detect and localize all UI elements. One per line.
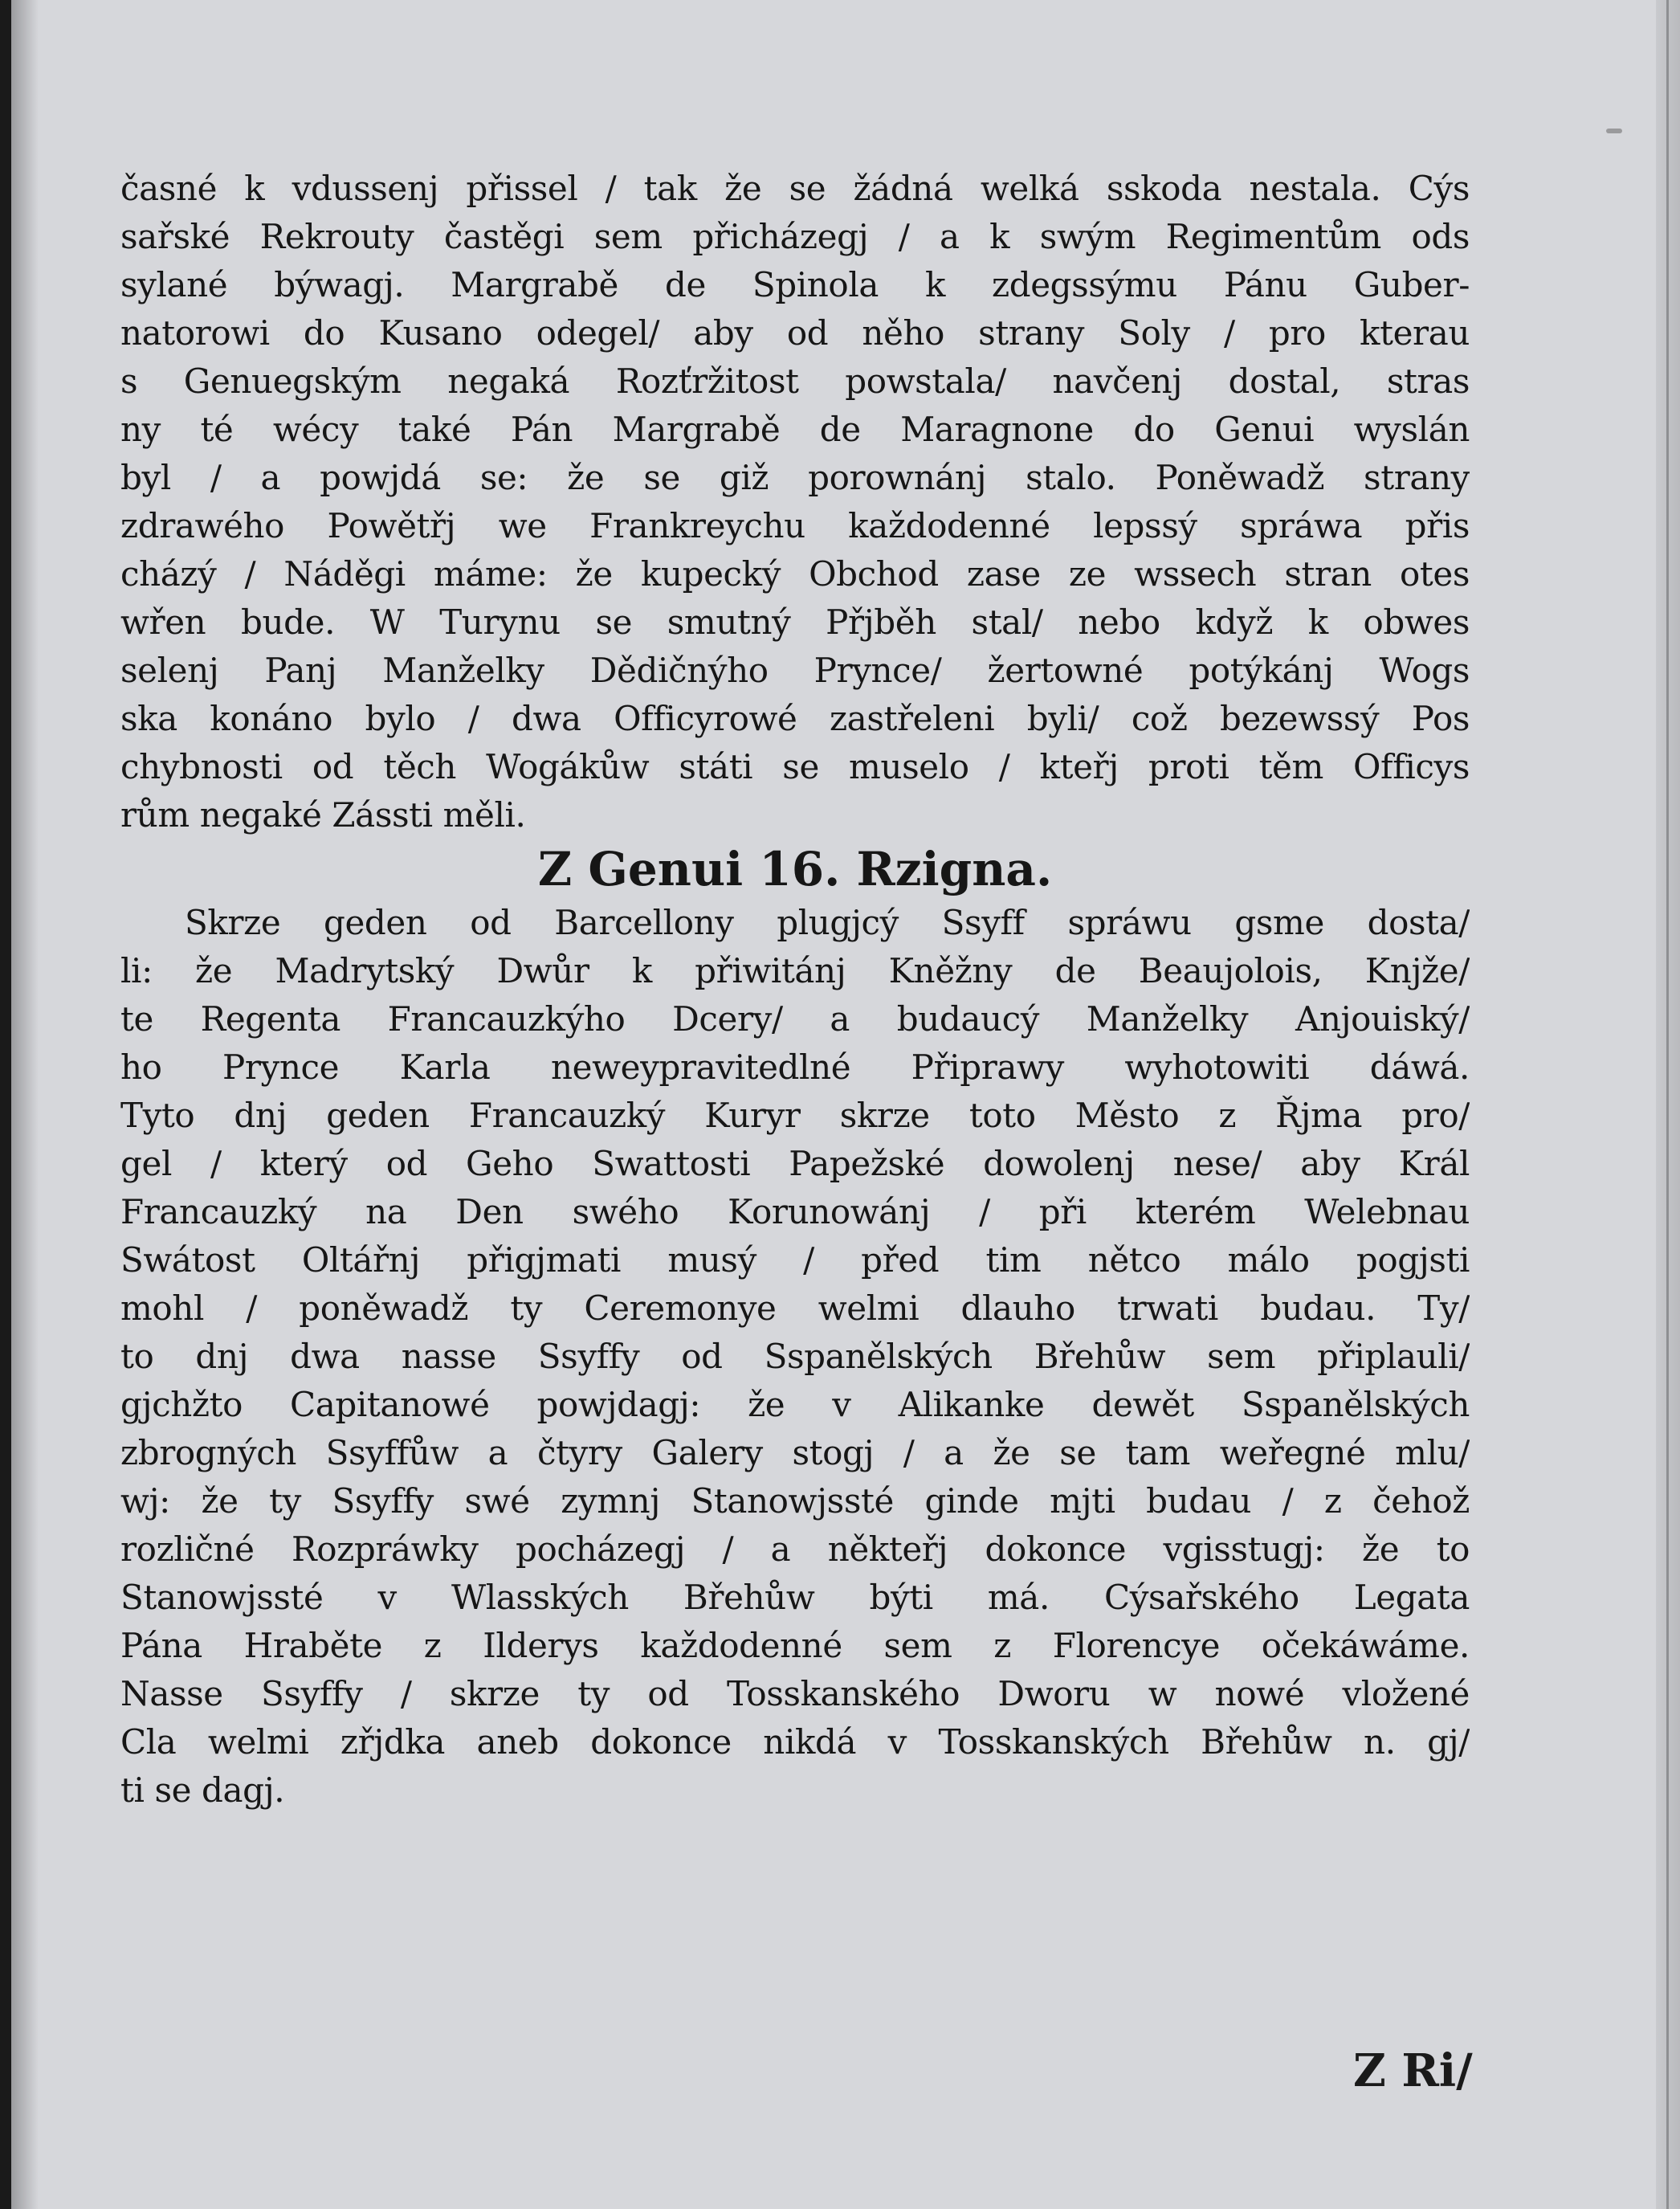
text-column — [120, 165, 1470, 1815]
gutter-shadow — [11, 0, 39, 2209]
text-line: zdrawého Powětřj we Frankreychu každodenné lepssý spráwa přis — [120, 506, 1470, 545]
text-line: Skrze geden od Barcellony plugjcý Ssyff spráwu gsme dosta/ — [185, 903, 1470, 942]
text-line: Francauzký na Den swého Korunowánj / při kterém Welebnau — [120, 1192, 1470, 1231]
text-line: sylané býwagj. Margrabě de Spinola k zdegssýmu Pánu Guber- — [120, 265, 1470, 304]
text-line: s Genuegským negaká Rozťržitost powstala/ navčenj dostal, stras — [120, 361, 1470, 401]
catchword: Z Ri/ — [1353, 2044, 1473, 2097]
text-line: Swátost Oltářnj přigjmati musý / před tim nětco málo pogjsti — [120, 1240, 1470, 1280]
text-line: gjchžto Capitanowé powjdagj: že v Alikanke dewět Sspanělských — [120, 1385, 1470, 1424]
text-line: gel / který od Geho Swattosti Papežské dowolenj nese/ aby Král — [120, 1144, 1470, 1183]
text-line: cházý / Náděgi máme: že kupecký Obchod zase ze wssech stran otes — [120, 554, 1470, 594]
text-line: Cla welmi zřjdka aneb dokonce nikdá v Tosskanských Břehůw n. gj/ — [120, 1722, 1470, 1762]
text-line: natorowi do Kusano odegel/ aby od něho strany Soly / pro kterau — [120, 313, 1470, 353]
text-line: Nasse Ssyffy / skrze ty od Tosskanského Dworu w nowé vložené — [120, 1674, 1470, 1713]
text-line: selenj Panj Manželky Dědičnýho Prynce/ žertowné potýkánj Wogs — [120, 651, 1470, 690]
text-line: Stanowjssté v Wlasských Břehůw býti má. Cýsařského Legata — [120, 1578, 1470, 1617]
text-line: rům negaké Zássti měli. — [120, 795, 526, 835]
text-line: byl / a powjdá se: že se giž porownánj stalo. Poněwadž strany — [120, 458, 1470, 497]
text-line: Pána Hraběte z Ilderys každodenné sem z Florencye očekáwáme. — [120, 1626, 1470, 1665]
text-line: li: že Madrytský Dwůr k přiwitánj Kněžny de Beaujolois, Knjže/ — [120, 951, 1470, 990]
paragraph-2 — [120, 899, 1470, 1815]
text-line: rozličné Rozpráwky pocházegj / a někteřj dokonce vgisstugj: že to — [120, 1529, 1470, 1569]
text-line: te Regenta Francauzkýho Dcery/ a budaucý Manželky Anjouiský/ — [120, 999, 1470, 1039]
text-line: ti se dagj. — [120, 1770, 285, 1810]
text-line: to dnj dwa nasse Ssyffy od Sspanělských Břehůw sem připlauli/ — [120, 1337, 1470, 1376]
page-edge-line — [1666, 0, 1669, 2209]
text-line: ska konáno bylo / dwa Officyrowé zastřeleni byli/ což bezewssý Pos — [120, 699, 1470, 738]
text-line: časné k vdussenj přissel / tak že se žádná welká sskoda nestala. Cýs — [120, 169, 1470, 208]
text-line: zbrogných Ssyffůw a čtyry Galery stogj / a že se tam weřegné mlu/ — [120, 1433, 1470, 1472]
text-line: wřen bude. W Turynu se smutný Přjběh stal/ nebo když k obwes — [120, 602, 1470, 642]
text-line: sařské Rekrouty častěgi sem přicházegj / a k swým Regimentům ods — [120, 217, 1470, 256]
text-line: Tyto dnj geden Francauzký Kuryr skrze toto Město z Řjma pro/ — [120, 1096, 1470, 1135]
paragraph-1 — [120, 165, 1470, 839]
dateline-heading: Z Genui 16. Rzigna. — [537, 842, 1053, 896]
paper-speck — [1606, 129, 1622, 133]
text-line: mohl / poněwadž ty Ceremonye welmi dlauho trwati budau. Ty/ — [120, 1288, 1470, 1328]
text-line: chybnosti od těch Wogákůw státi se muselo / kteřj proti těm Officys — [120, 747, 1470, 786]
text-line: ny té wécy také Pán Margrabě de Maragnone do Genui wyslán — [120, 410, 1470, 449]
text-line: ho Prynce Karla neweypravitedlné Připrawy wyhotowiti dáwá. — [120, 1047, 1470, 1087]
book-spine-edge — [0, 0, 11, 2209]
text-line: wj: že ty Ssyffy swé zymnj Stanowjssté ginde mjti budau / z čehož — [120, 1481, 1470, 1521]
